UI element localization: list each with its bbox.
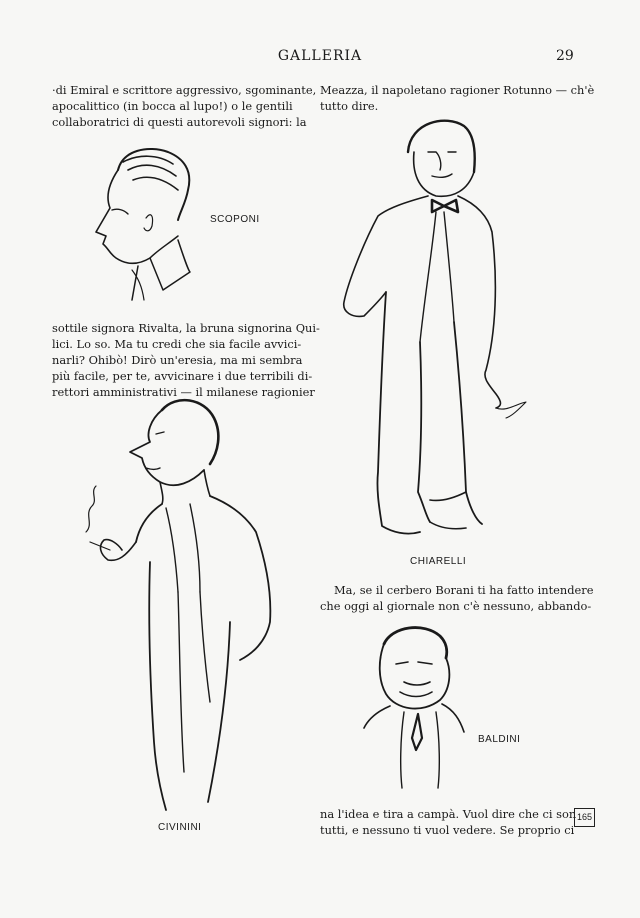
- caption-baldini: BALDINI: [478, 734, 521, 745]
- paragraph-intro: [52, 82, 317, 130]
- paragraph-right-middle: [320, 582, 594, 614]
- text-line: Meazza, il napoletano ragioner Rotunno — ch'è: [320, 83, 595, 97]
- text-line: ·di Emiral e scrittore aggressivo, sgominante,: [52, 83, 317, 97]
- text-line: più facile, per te, avvicinare i due terribili di-: [52, 369, 313, 383]
- text-line: che oggi al giornale non c'è nessuno, abbando-: [320, 599, 592, 613]
- page-number: 29: [556, 48, 574, 64]
- paragraph-right-top: [320, 82, 595, 114]
- running-header: GALLERIA: [277, 48, 363, 64]
- text-line: tutti, e nessuno ti vuol vedere. Se proprio ci: [320, 823, 575, 837]
- text-line: Ma, se il cerbero Borani ti ha fatto intendere: [334, 583, 594, 597]
- caption-civinini: CIVININI: [158, 822, 202, 833]
- caption-chiarelli: CHIARELLI: [410, 556, 467, 567]
- archive-mark: 165: [574, 808, 595, 827]
- text-line: na l'idea e tira a campà. Vuol dire che ci son: [320, 807, 577, 821]
- text-line: sottile signora Rivalta, la bruna signorina Qui-: [52, 321, 320, 335]
- caricature-civinini: [80, 392, 280, 816]
- caricature-scoponi: [88, 140, 198, 309]
- caption-scoponi: SCOPONI: [210, 214, 260, 225]
- text-line: tutto dire.: [320, 99, 379, 113]
- text-line: narli? Ohibò! Dirò un'eresia, ma mi sembra: [52, 353, 303, 367]
- caricature-chiarelli: [336, 112, 536, 556]
- caricature-baldini: [360, 620, 480, 794]
- text-line: lici. Lo so. Ma tu credi che sia facile avvici-: [52, 337, 302, 351]
- paragraph-left-middle: [52, 320, 320, 400]
- text-line: collaboratrici di questi autorevoli signori: la: [52, 115, 307, 129]
- paragraph-right-bottom: [320, 806, 577, 838]
- text-line: apocalittico (in bocca al lupo!) o le gentili: [52, 99, 293, 113]
- text-line: rettori amministrativi — il milanese ragionier: [52, 385, 315, 399]
